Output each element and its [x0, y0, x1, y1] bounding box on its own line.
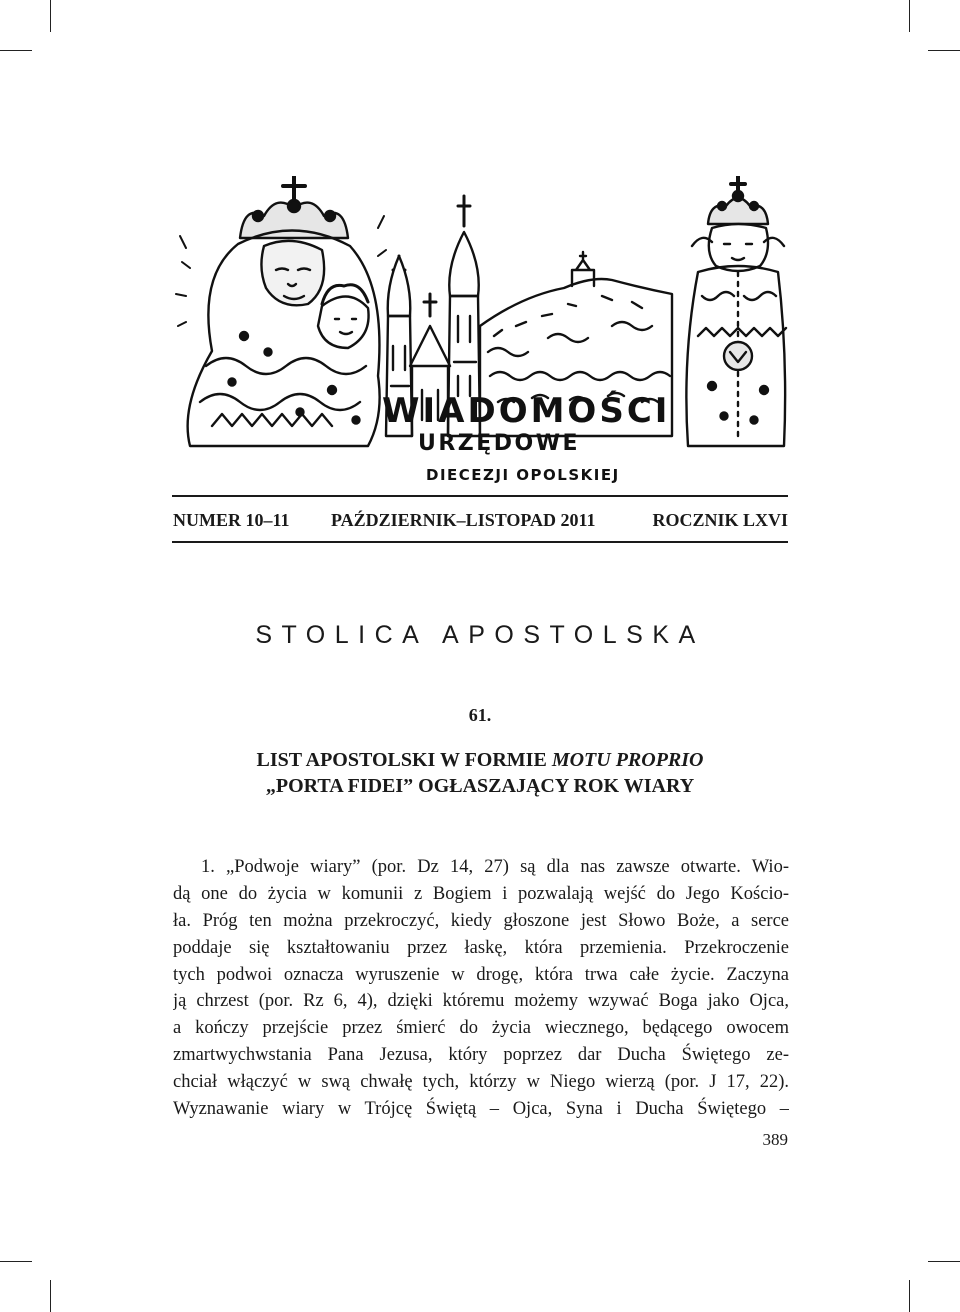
body-line: 1. „Podwoje wiary” (por. Dz 14, 27) są dla nas zawsze otwarte. Wio- — [201, 857, 789, 877]
crop-mark — [909, 0, 910, 32]
logo-title: WIADOMOŚCI — [382, 391, 671, 431]
body-line: dą one do życia w komunii z Bogiem i pozwalają wejść do Jego Kościo- — [173, 883, 789, 904]
crop-mark — [0, 50, 32, 51]
crop-mark — [0, 1261, 32, 1262]
document-title-line-2: „PORTA FIDEI” OGŁASZAJĄCY ROK WIARY — [265, 775, 695, 797]
body-line: ła. Próg ten można przekroczyć, kiedy głoszone jest Słowo Boże, a serce — [173, 910, 789, 931]
crop-mark — [909, 1280, 910, 1312]
logo-diocese: DIECEZJI OPOLSKIEJ — [426, 466, 620, 484]
document-title-italic: MOTU PROPRIO — [551, 749, 704, 771]
madonna-icon — [176, 176, 386, 446]
body-line: tych podwoi oznacza wyruszenie w drogę, która trwa całe życie. Zaczyna — [173, 964, 789, 985]
body-line: zmartwychwstania Pana Jezusa, który poprzez dar Ducha Świętego ze- — [173, 1045, 789, 1066]
document-title-line-1 — [0, 748, 960, 772]
issue-date: PAŹDZIERNIK–LISTOPAD 2011 — [331, 510, 596, 530]
page-number: 389 — [762, 1130, 788, 1149]
issue-year: ROCZNIK LXVI — [652, 510, 788, 530]
body-paragraph — [173, 854, 789, 1123]
body-line: a kończy przejście przez śmierć do życia wiecznego, będącego owocem — [173, 1018, 789, 1039]
body-line: poddaje się kształtowaniu przez łaskę, która przemienia. Przekroczenie — [173, 937, 789, 958]
header-rule-bottom — [172, 541, 788, 543]
crop-mark — [50, 1280, 51, 1312]
logo-subtitle: URZĘDOWE — [418, 431, 581, 456]
masthead-illustration — [172, 176, 788, 492]
header-rule-top — [172, 495, 788, 497]
document-title-prefix: LIST APOSTOLSKI W FORMIE — [256, 749, 552, 771]
crop-mark — [928, 50, 960, 51]
crowned-statue-icon — [686, 176, 786, 446]
body-line: Wyznawanie wiary w Trójcę Świętą – Ojca, Syna i Ducha Świętego – — [173, 1099, 789, 1120]
body-line: chciał włączyć w swą chwałę tych, którzy w Niego wierzą (por. J 17, 22). — [173, 1072, 789, 1093]
document-number: 61. — [468, 705, 492, 725]
body-line: ją chrzest (por. Rz 6, 4), dzięki któremu możemy wzywać Boga jako Ojca, — [173, 991, 789, 1012]
section-title: STOLICA APOSTOLSKA — [255, 621, 705, 649]
crop-mark — [50, 0, 51, 32]
issue-number: NUMER 10–11 — [173, 510, 290, 530]
crop-mark — [928, 1261, 960, 1262]
